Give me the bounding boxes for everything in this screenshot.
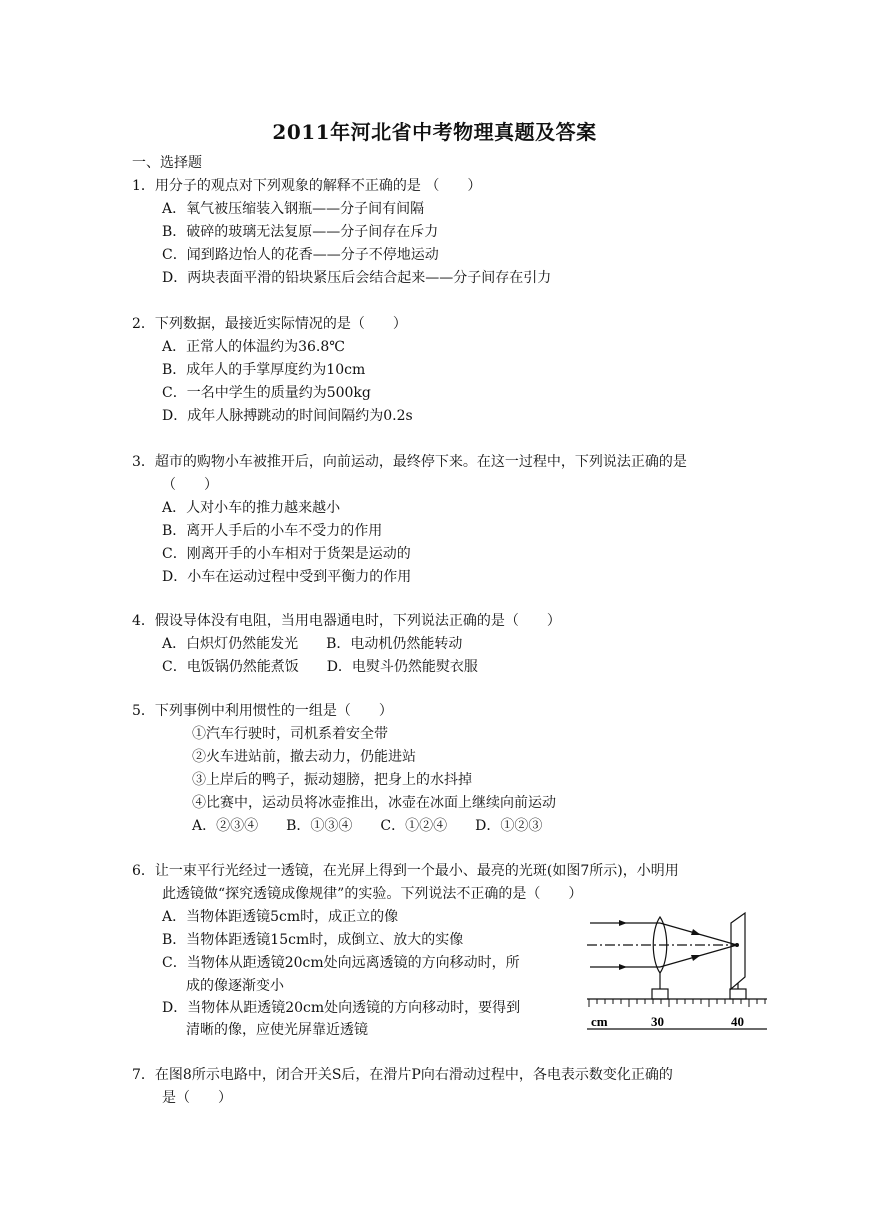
q1-option-c: C．闻到路边怡人的花香——分子不停地运动	[162, 247, 439, 263]
q2-option-b: B．成年人的手掌厚度约为10cm	[162, 362, 366, 378]
ruler-ticks	[589, 999, 765, 1007]
q6-option-c-cont: 成的像逐渐变小	[186, 978, 284, 994]
q5-item-2: ②火车进站前，撤去动力，仍能进站	[192, 749, 416, 765]
focus-point	[735, 943, 739, 947]
q6-option-b: B．当物体距透镜15cm时，成倒立、放大的实像	[162, 932, 464, 948]
q6-option-c: C．当物体从距透镜20cm处向远离透镜的方向移动时，所	[162, 955, 520, 971]
q5-options: A．②③④ B．①③④ C．①②④ D．①②③	[192, 818, 543, 834]
q6-stem-cont: 此透镜做“探究透镜成像规律”的实验。下列说法不正确的是（ ）	[162, 886, 583, 902]
q6-stem: 6．让一束平行光经过一透镜，在光屏上得到一个最小、最亮的光斑(如图7所示)，小明用	[132, 863, 679, 879]
ray-arrow-bottom	[619, 964, 627, 970]
q2-stem: 2．下列数据，最接近实际情况的是（ ）	[132, 316, 407, 332]
ruler-tick-40-label: 40	[731, 1014, 744, 1029]
q3-option-c: C．刚离开手的小车相对于货架是运动的	[162, 546, 411, 562]
q6-option-a: A．当物体距透镜5cm时，成正立的像	[162, 909, 399, 925]
q4-options-cd: C．电饭锅仍然能煮饭 D．电熨斗仍然能熨衣服	[162, 659, 478, 675]
q1-option-a: A．氧气被压缩装入钢瓶——分子间有间隔	[162, 201, 425, 217]
q5-stem: 5．下列事例中利用惯性的一组是（ ）	[132, 703, 393, 719]
ray-arrow-lower-refracted	[691, 955, 701, 961]
q3-option-d: D．小车在运动过程中受到平衡力的作用	[162, 569, 412, 585]
screen-holder	[730, 989, 746, 999]
q2-option-d: D．成年人脉搏跳动的时间间隔约为0.2s	[162, 408, 413, 424]
q3-stem-cont: （ ）	[162, 477, 218, 493]
q7-stem-cont: 是（ ）	[162, 1090, 232, 1106]
ray-arrow-upper-refracted	[691, 929, 701, 935]
q2-option-c: C．一名中学生的质量约为500kg	[162, 385, 371, 401]
q5-item-4: ④比赛中，运动员将冰壶推出，冰壶在冰面上继续向前运动	[192, 795, 556, 811]
q6-option-d: D．当物体从距透镜20cm处向透镜的方向移动时，要得到	[162, 1000, 521, 1016]
page-title: 2011年河北省中考物理真题及答案	[272, 120, 597, 144]
q1-option-d: D．两块表面平滑的铅块紧压后会结合起来——分子间存在引力	[162, 270, 552, 286]
ruler-tick-30-label: 30	[651, 1014, 664, 1029]
q7-stem: 7．在图8所示电路中，闭合开关S后，在滑片P向右滑动过程中，各电表示数变化正确的	[132, 1067, 673, 1083]
q3-option-b: B．离开人手后的小车不受力的作用	[162, 523, 383, 539]
lens-holder	[652, 989, 668, 999]
q5-item-3: ③上岸后的鸭子，振动翅膀，把身上的水抖掉	[192, 772, 472, 788]
light-screen	[731, 913, 745, 989]
ray-arrow-top	[619, 920, 627, 926]
q1-option-b: B．破碎的玻璃无法复原——分子间存在斥力	[162, 224, 439, 240]
q3-option-a: A．人对小车的推力越来越小	[162, 500, 341, 516]
q1-stem: 1．用分子的观点对下列观象的解释不正确的是 （ ）	[132, 178, 482, 194]
q3-stem: 3．超市的购物小车被推开后，向前运动，最终停下来。在这一过程中，下列说法正确的是	[132, 454, 687, 470]
ruler-unit-label: cm	[591, 1014, 608, 1029]
q2-option-a: A．正常人的体温约为36.8℃	[162, 339, 345, 355]
section-heading: 一、选择题	[132, 155, 202, 171]
q4-options-ab: A．白炽灯仍然能发光 B．电动机仍然能转动	[162, 636, 463, 652]
q6-option-d-cont: 清晰的像，应使光屏靠近透镜	[186, 1022, 368, 1038]
q5-item-1: ①汽车行驶时，司机系着安全带	[192, 726, 388, 742]
lens-experiment-figure	[585, 905, 775, 1035]
q4-stem: 4．假设导体没有电阻，当用电器通电时，下列说法正确的是（ ）	[132, 613, 561, 629]
